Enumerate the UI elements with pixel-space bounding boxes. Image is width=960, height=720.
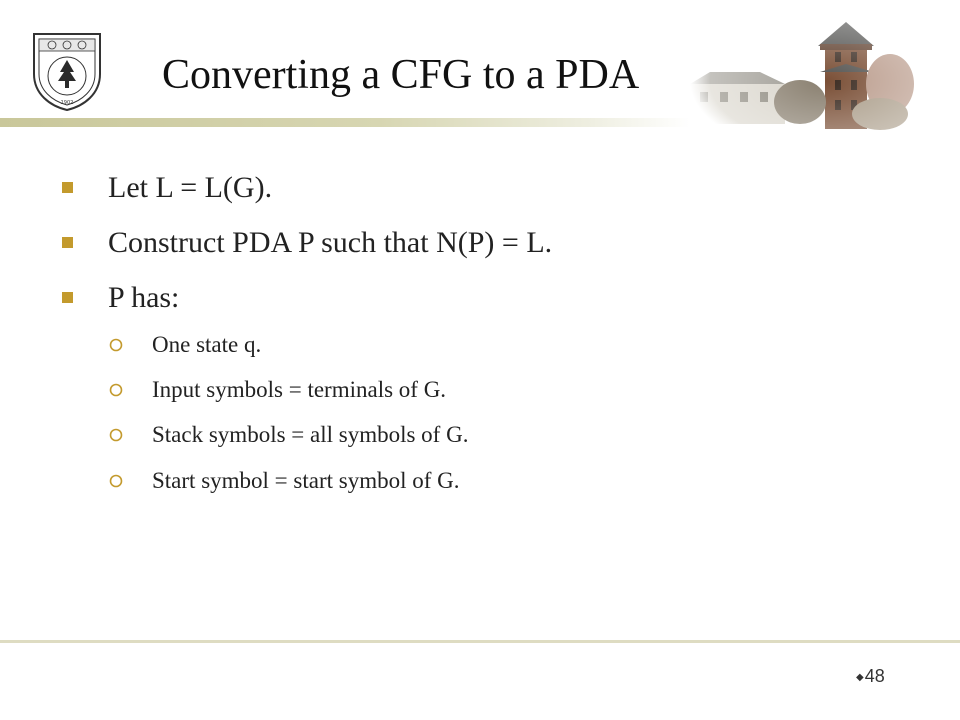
slide-title: Converting a CFG to a PDA [162, 52, 640, 98]
sub-bullet-item: One state q. [152, 332, 262, 357]
page-number [856, 665, 885, 689]
nanjing-university-crest-icon [30, 28, 104, 112]
sub-bullet-item: Stack symbols = all symbols of G. [152, 422, 469, 447]
bullet-marker [62, 292, 73, 303]
bullet-marker [62, 237, 73, 248]
circle-bullet-icon [108, 337, 124, 353]
bullet-marker [62, 182, 73, 193]
page-number-value: 48 [864, 666, 885, 686]
diamond-icon: ◆ [856, 672, 864, 683]
sub-bullet-item: Start symbol = start symbol of G. [152, 468, 460, 493]
university-building-illustration [690, 14, 915, 136]
circle-bullet-icon [108, 473, 124, 489]
footer-divider [0, 640, 960, 643]
bullet-item: Let L = L(G). [108, 171, 273, 204]
circle-bullet-icon [108, 427, 124, 443]
title-divider [0, 118, 690, 127]
sub-bullet-item: Input symbols = terminals of G. [152, 377, 447, 402]
logo-year: 1902 [60, 100, 74, 106]
bullet-item: P has: [108, 281, 180, 314]
circle-bullet-icon [108, 382, 124, 398]
bullet-item: Construct PDA P such that N(P) = L. [108, 226, 553, 259]
